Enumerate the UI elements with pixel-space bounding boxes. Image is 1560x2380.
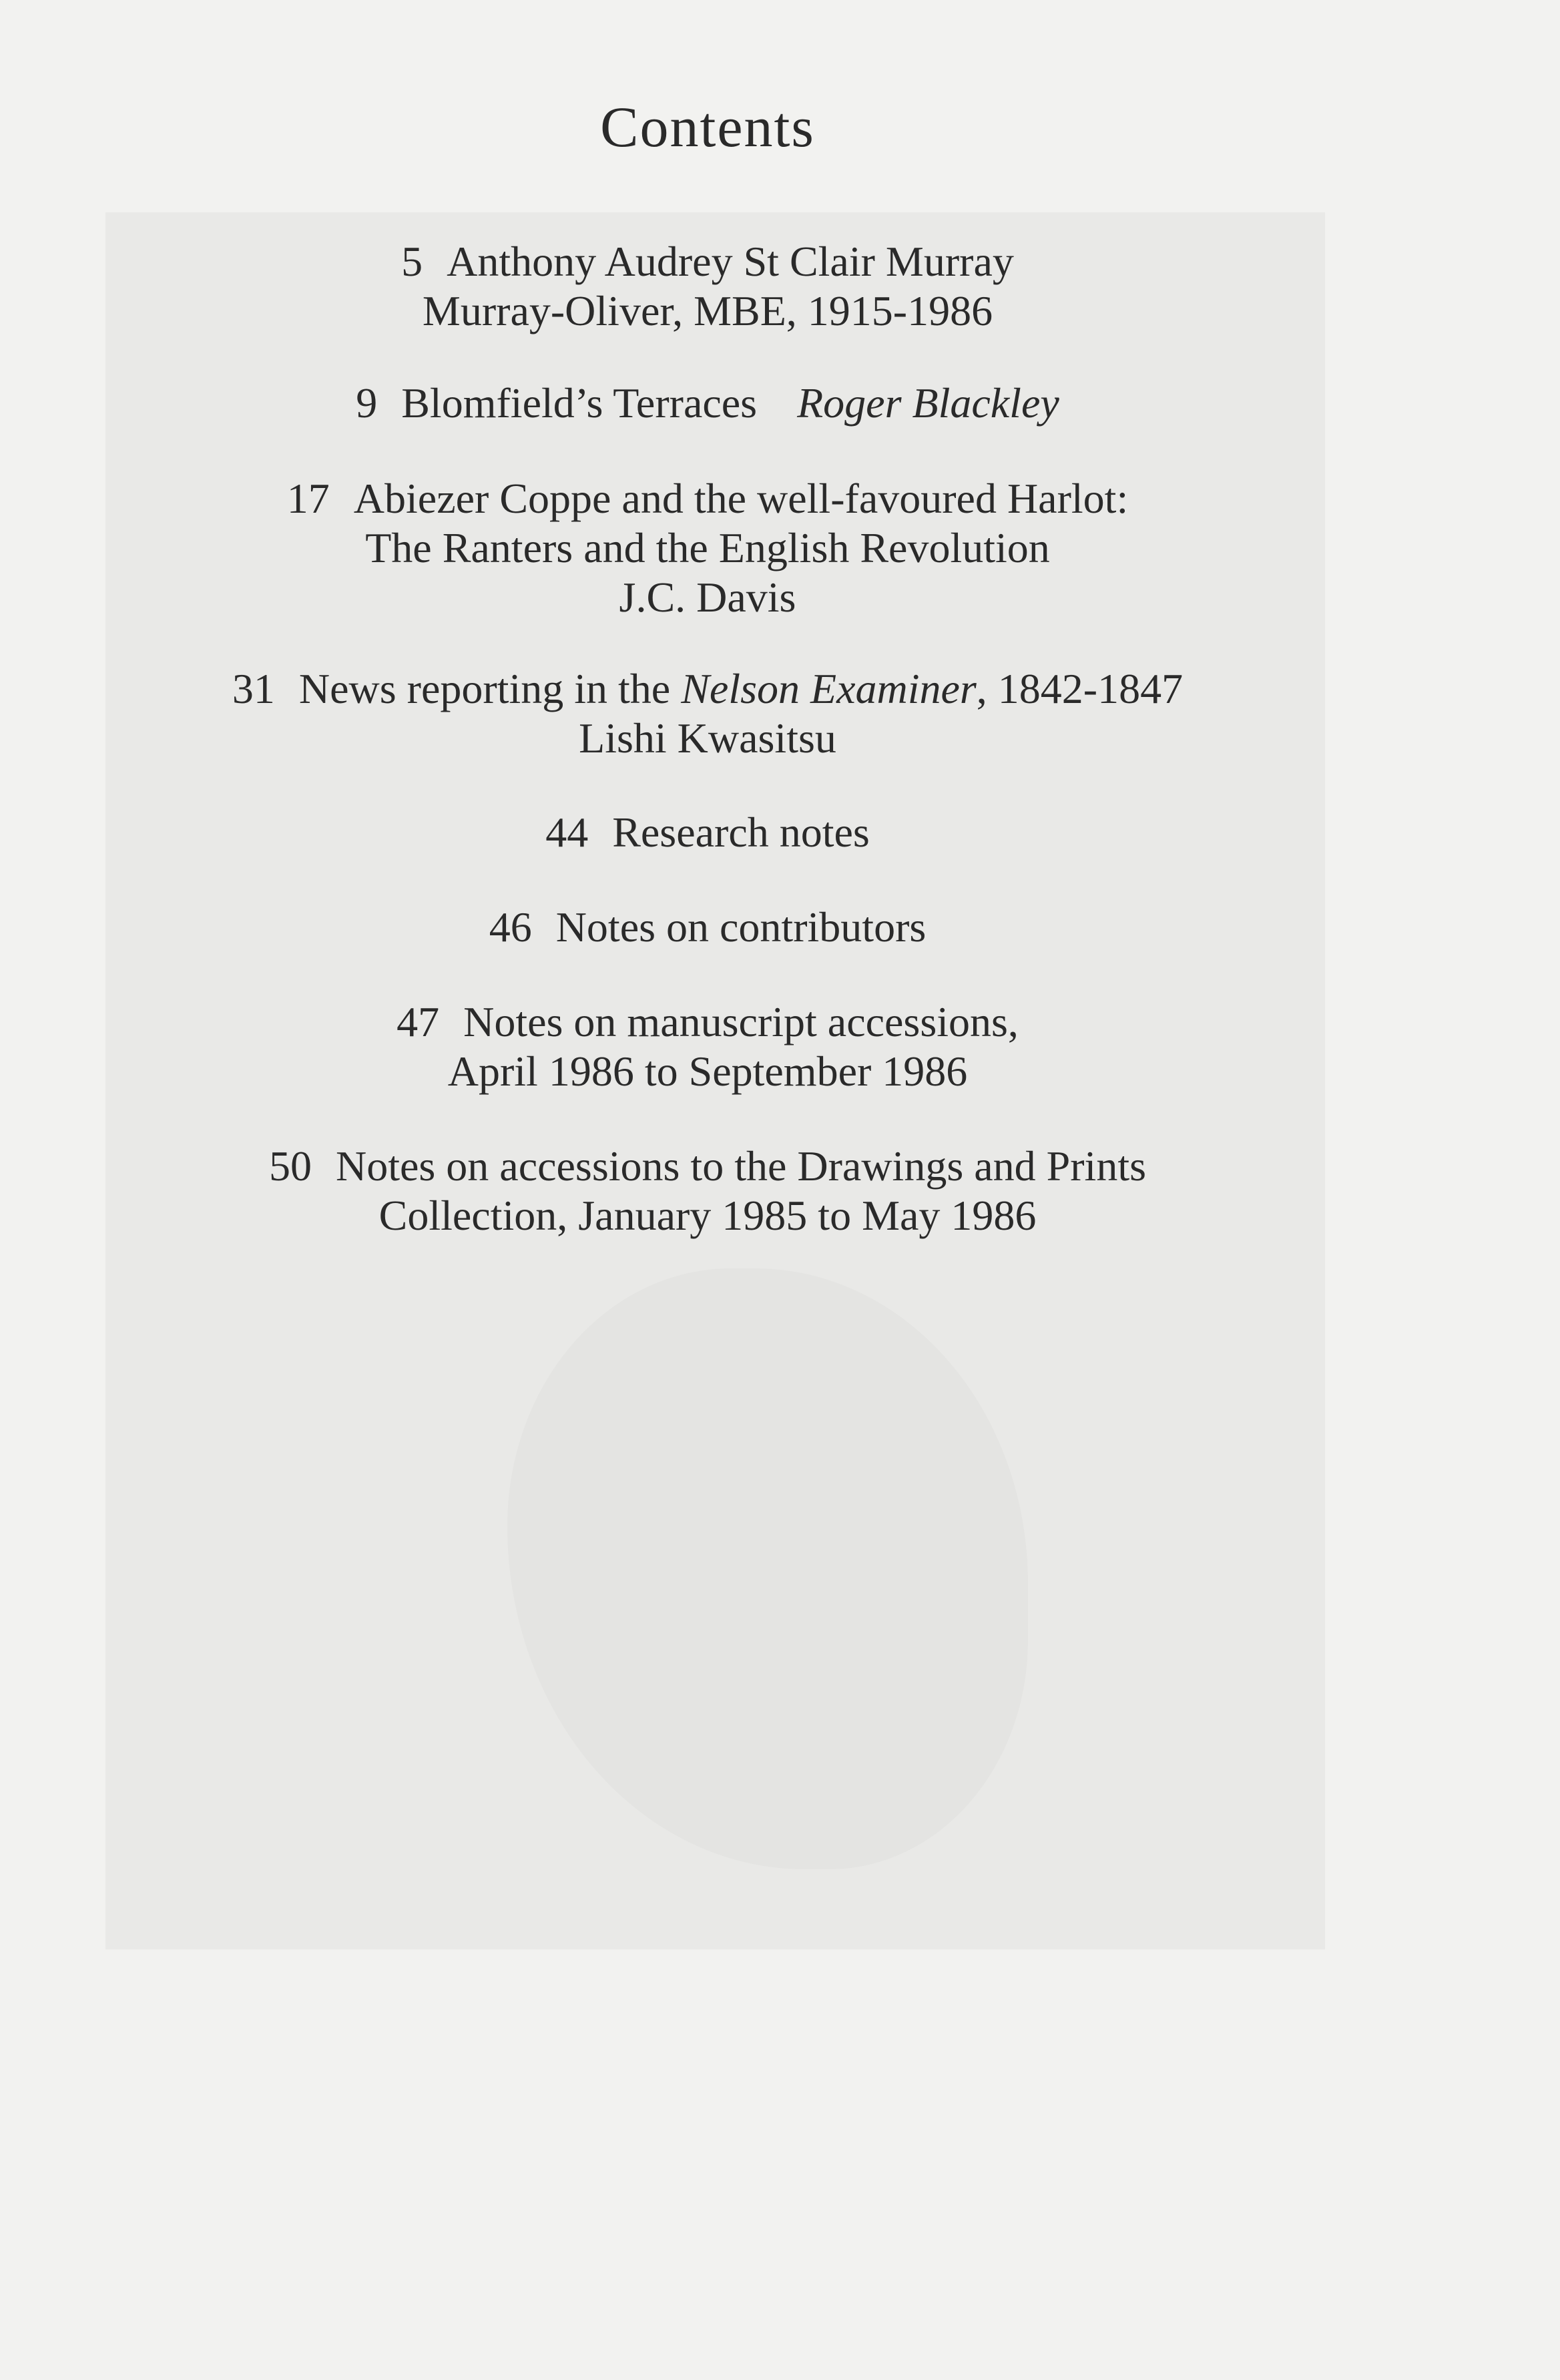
entry-title-line: Collection, January 1985 to May 1986: [378, 1192, 1037, 1239]
entry-author: Roger Blackley: [797, 379, 1059, 427]
page-title: Contents: [600, 95, 815, 159]
entry-title: Notes on contributors: [555, 903, 927, 951]
page-number: 47: [397, 998, 440, 1045]
entry-title-end: , 1842-1847: [976, 665, 1184, 712]
page-number: 17: [286, 475, 330, 522]
entry-title-line: Anthony Audrey St Clair Murray: [447, 238, 1014, 285]
entry-title-line: April 1986 to September 1986: [447, 1047, 968, 1095]
entry-author: J.C. Davis: [619, 573, 796, 621]
entry-title-italic: Nelson Examiner: [681, 665, 977, 712]
toc-entry-9: [0, 379, 1415, 428]
toc-entry-46: [0, 903, 1415, 952]
toc-entry-31: [0, 664, 1415, 763]
entry-title-line: The Ranters and the English Revolution: [365, 524, 1050, 571]
page-number: 44: [545, 808, 589, 856]
entry-title: Research notes: [612, 808, 870, 856]
entry-title-line: Abiezer Coppe and the well-favoured Harlot:: [353, 475, 1129, 522]
entry-author: Lishi Kwasitsu: [579, 714, 836, 762]
entry-title: Blomfield’s Terraces: [401, 379, 758, 427]
toc-entry-17: [0, 474, 1415, 622]
page-number: 5: [401, 238, 423, 285]
page-number: 50: [268, 1142, 312, 1190]
entry-title-line: Murray-Oliver, MBE, 1915-1986: [422, 287, 993, 334]
page-number: 9: [356, 379, 378, 427]
toc-entry-47: [0, 997, 1415, 1096]
entry-title-start: News reporting in the: [298, 665, 682, 712]
toc-entry-50: [0, 1142, 1415, 1240]
toc-entry-44: [0, 808, 1415, 857]
entry-title-line: Notes on accessions to the Drawings and Prints: [335, 1142, 1147, 1190]
page-number: 31: [232, 665, 275, 712]
entry-title-line: Notes on manuscript accessions,: [463, 998, 1019, 1045]
toc-entry-5: [0, 237, 1415, 336]
page-number: 46: [489, 903, 532, 951]
